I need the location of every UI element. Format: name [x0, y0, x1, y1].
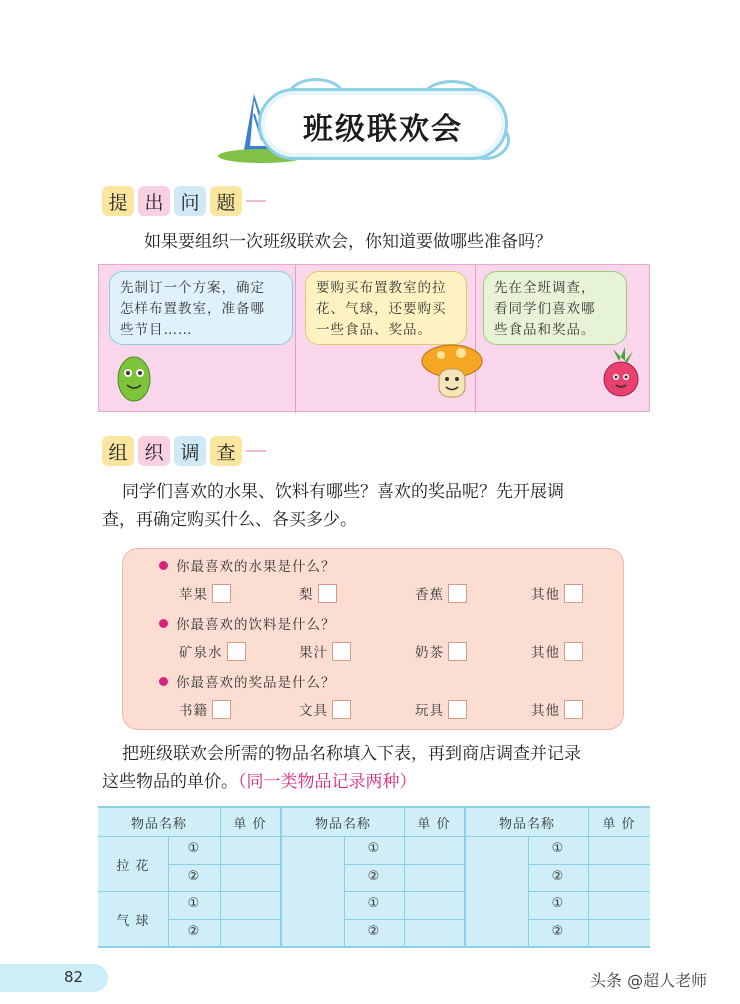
watermark: 头条 @超人老师 [590, 971, 708, 990]
row-mark: ② [367, 924, 381, 939]
checkbox[interactable] [448, 642, 467, 661]
row-mark: ① [187, 896, 201, 911]
survey-option[interactable] [415, 583, 467, 603]
bullet-icon [159, 561, 168, 570]
checkbox[interactable] [564, 584, 583, 603]
table-intro [102, 740, 662, 796]
speech-bubble-plan [109, 271, 293, 345]
survey-intro-line: 查，再确定购买什么、各买多少。 [102, 510, 357, 530]
survey-option[interactable] [531, 641, 583, 661]
bubble-line: 一些食品、奖品。 [316, 322, 432, 338]
table-rule [98, 836, 650, 837]
radish-character-illustration [595, 343, 645, 407]
row-mark: ② [367, 869, 381, 884]
bubble-line: 先制订一个方案，确定 [120, 280, 265, 296]
row-mark: ② [187, 869, 201, 884]
option-label: 香蕉 [415, 587, 444, 603]
survey-option[interactable] [179, 641, 246, 661]
bubble-line: 怎样布置教室，准备哪 [120, 301, 265, 317]
table-rule [98, 891, 280, 892]
option-label: 梨 [299, 587, 314, 603]
option-label: 奶茶 [415, 645, 444, 661]
row-mark: ① [551, 841, 565, 856]
checkbox[interactable] [212, 700, 231, 719]
section-chip: 题 [210, 186, 242, 216]
table-rule [528, 864, 650, 865]
checkbox[interactable] [564, 700, 583, 719]
table-rule [344, 891, 464, 892]
survey-card [122, 548, 624, 730]
section-header-raise-question [102, 186, 266, 216]
bubble-line: 些食品和奖品。 [494, 322, 596, 338]
survey-option[interactable] [531, 699, 583, 719]
page-title: 班级联欢会 [303, 112, 463, 147]
row-mark: ① [187, 841, 201, 856]
row-mark: ① [367, 896, 381, 911]
survey-option[interactable] [299, 583, 337, 603]
table-rule [344, 919, 464, 920]
table-header: 物品名称 [498, 817, 555, 832]
table-rule [168, 919, 280, 920]
checkbox[interactable] [448, 700, 467, 719]
mushroom-character-illustration [417, 339, 487, 409]
section-chip: 织 [138, 436, 170, 466]
checkbox[interactable] [564, 642, 583, 661]
intro-question: 如果要组织一次班级联欢会，你知道要做哪些准备吗？ [144, 232, 552, 252]
bubble-line: 要购买布置教室的拉 [316, 280, 447, 296]
checkbox[interactable] [227, 642, 246, 661]
survey-intro [102, 478, 662, 534]
checkbox[interactable] [448, 584, 467, 603]
table-header: 物品名称 [130, 817, 187, 832]
survey-option[interactable] [299, 699, 351, 719]
bullet-icon [159, 619, 168, 628]
section-chip: 问 [174, 186, 206, 216]
table-header: 物品名称 [314, 817, 371, 832]
option-label: 文具 [299, 703, 328, 719]
table-intro-note: （同一类物品记录两种） [238, 772, 417, 792]
table-rule [528, 919, 650, 920]
speech-panel [98, 264, 650, 412]
option-label: 其他 [531, 645, 560, 661]
checkbox[interactable] [212, 584, 231, 603]
bullet-icon [159, 677, 168, 686]
option-label: 书籍 [179, 703, 208, 719]
speech-bubble-survey [483, 271, 627, 345]
row-mark: ② [187, 924, 201, 939]
row-mark: ② [551, 924, 565, 939]
table-rule [168, 864, 280, 865]
table-intro-line2: 这些物品的单价。 [102, 772, 238, 792]
bubble-line: 先在全班调查， [494, 280, 596, 296]
option-label: 其他 [531, 703, 560, 719]
price-table [98, 806, 650, 948]
table-intro-line: 把班级联欢会所需的物品名称填入下表，再到商店调查并记录 [122, 744, 581, 764]
row-mark: ① [367, 841, 381, 856]
page-number: 82 [64, 968, 84, 986]
option-label: 其他 [531, 587, 560, 603]
survey-question [159, 555, 336, 575]
survey-option[interactable] [299, 641, 351, 661]
question-text: 你最喜欢的水果是什么？ [176, 559, 336, 575]
option-label: 玩具 [415, 703, 444, 719]
table-intro-line [102, 768, 662, 796]
speech-bubble-buy [305, 271, 467, 345]
section-header-organize-survey [102, 436, 266, 466]
row-mark: ① [551, 896, 565, 911]
option-label: 果汁 [299, 645, 328, 661]
table-rule [344, 864, 464, 865]
question-text: 你最喜欢的饮料是什么？ [176, 617, 336, 633]
bubble-line: 看同学们喜欢哪 [494, 301, 596, 317]
checkbox[interactable] [332, 642, 351, 661]
row-mark: ② [551, 869, 565, 884]
section-chip: 查 [210, 436, 242, 466]
checkbox[interactable] [318, 584, 337, 603]
section-underline [246, 450, 266, 452]
page-number-tab [0, 964, 108, 992]
section-chip: 提 [102, 186, 134, 216]
checkbox[interactable] [332, 700, 351, 719]
survey-option[interactable] [179, 583, 231, 603]
section-chip: 组 [102, 436, 134, 466]
bubble-line: 些节目…… [120, 322, 193, 338]
table-rule [528, 891, 650, 892]
pea-character-illustration [111, 347, 157, 409]
survey-option[interactable] [531, 583, 583, 603]
option-label: 苹果 [179, 587, 208, 603]
survey-question [159, 613, 336, 633]
section-chip: 调 [174, 436, 206, 466]
table-header: 单 价 [233, 817, 267, 832]
item-name: 拉 花 [116, 859, 150, 874]
survey-question [159, 671, 336, 691]
survey-option[interactable] [415, 641, 467, 661]
survey-option[interactable] [415, 699, 467, 719]
item-name: 气 球 [116, 914, 150, 929]
option-label: 矿泉水 [179, 645, 223, 661]
table-header: 单 价 [417, 817, 451, 832]
section-chip: 出 [138, 186, 170, 216]
survey-option[interactable] [179, 699, 231, 719]
panel-divider [295, 265, 296, 413]
table-header: 单 价 [602, 817, 636, 832]
question-text: 你最喜欢的奖品是什么？ [176, 675, 336, 691]
bubble-line: 花、气球，还要购买 [316, 301, 447, 317]
survey-intro-line: 同学们喜欢的水果、饮料有哪些？喜欢的奖品呢？先开展调 [122, 482, 564, 502]
section-underline [246, 200, 266, 202]
